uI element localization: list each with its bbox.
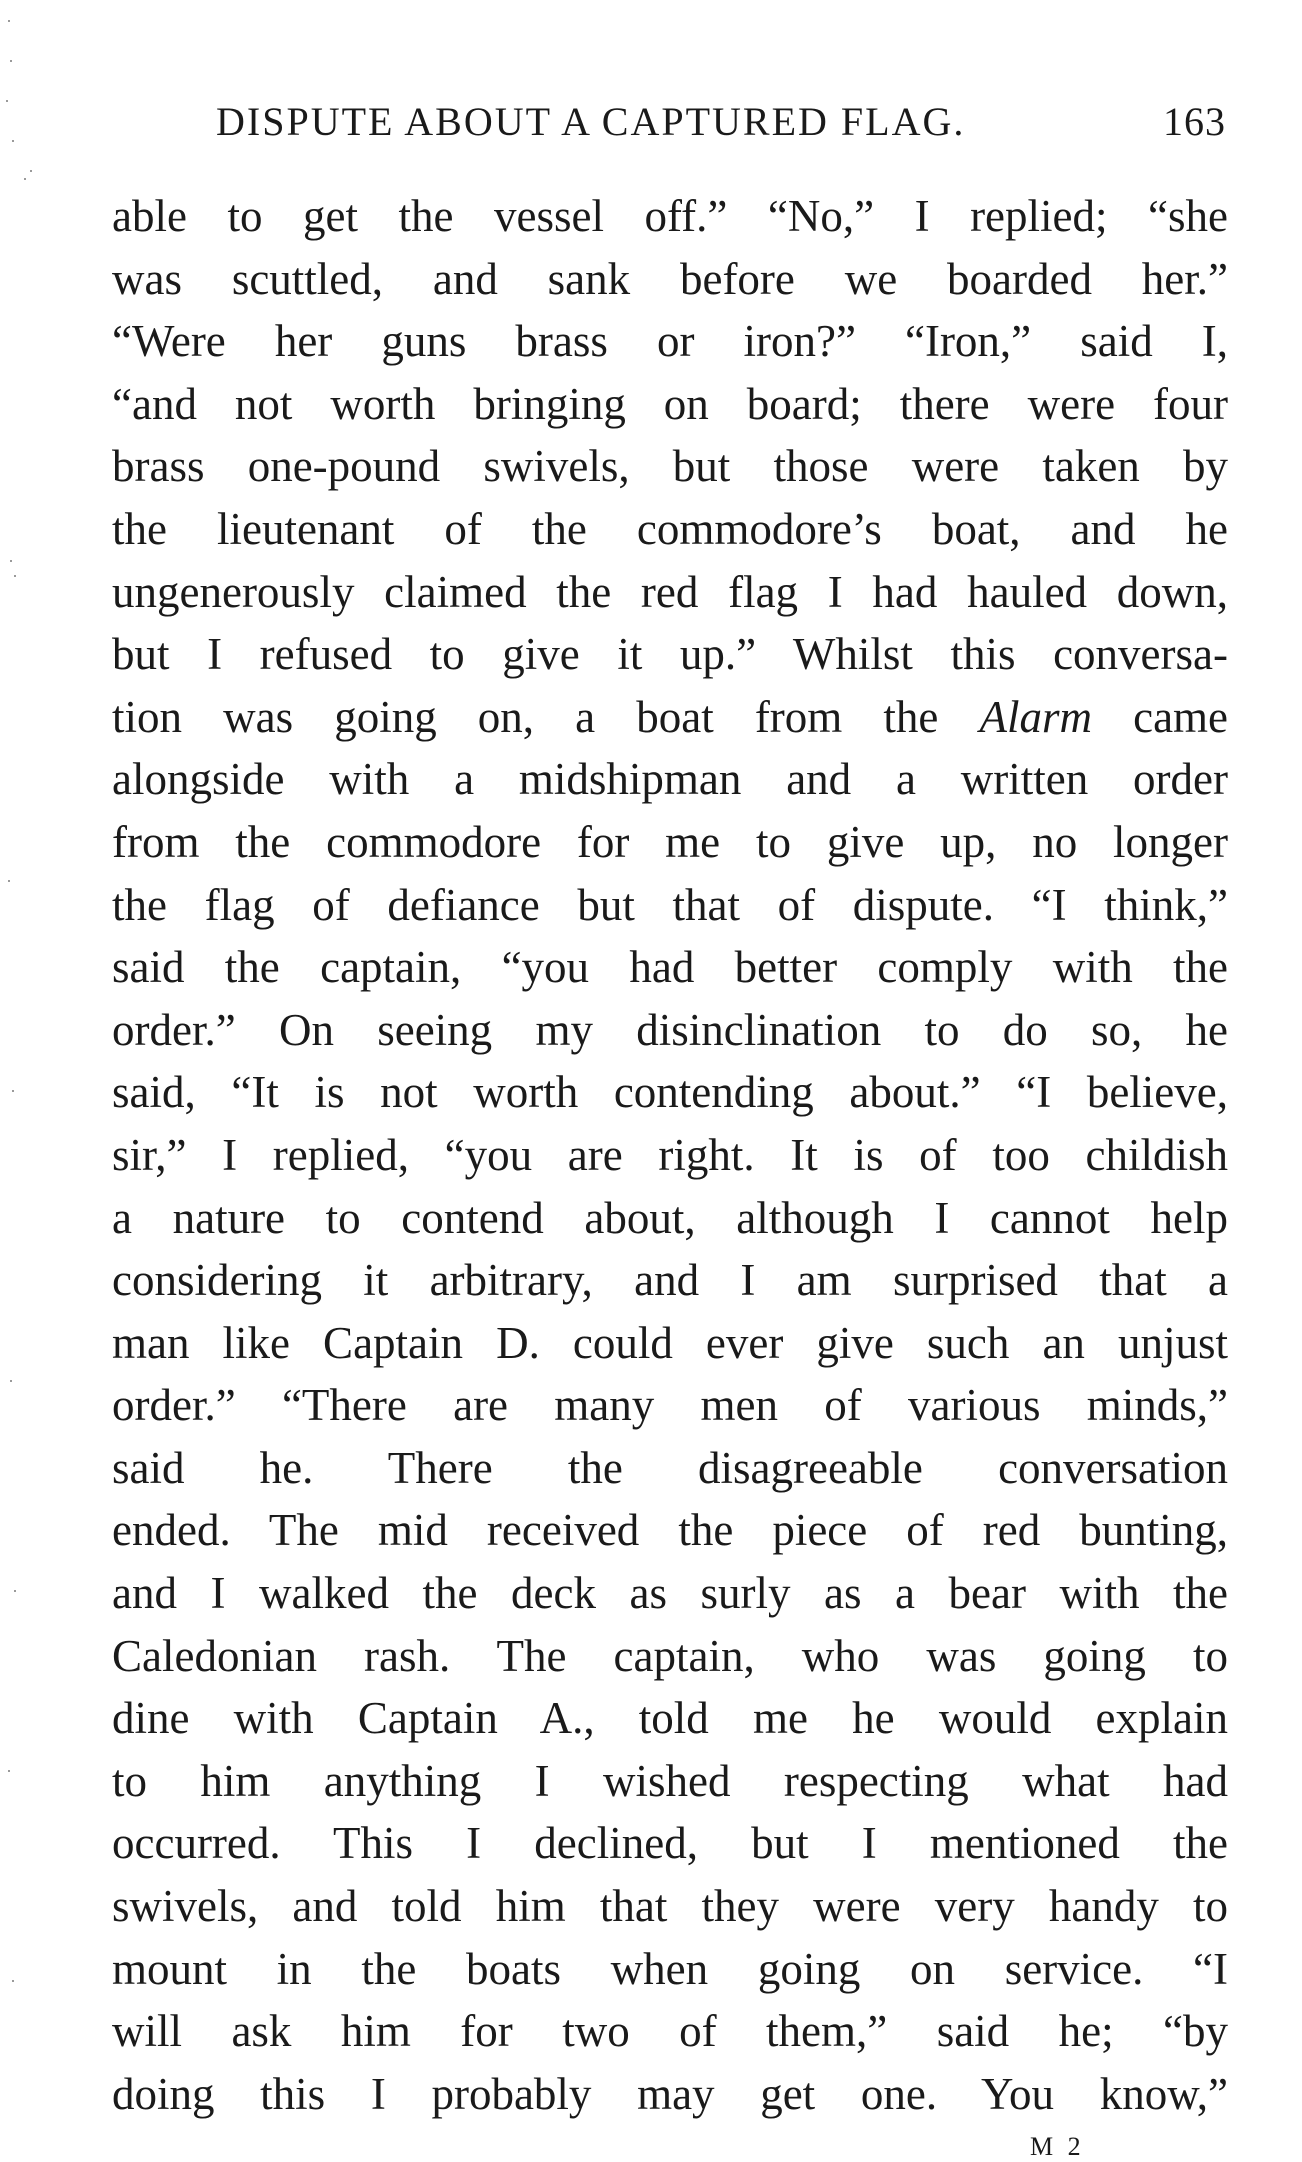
speck bbox=[8, 880, 10, 882]
text-line: ungenerously claimed the red flag I had hauled down, bbox=[112, 566, 1228, 617]
text-line: occurred. This I declined, but I mentioned the bbox=[112, 1818, 1228, 1869]
speck bbox=[10, 1380, 12, 1382]
text-line: doing this I probably may get one. You know,” bbox=[112, 2068, 1228, 2119]
signature-mark: M 2 bbox=[1030, 2132, 1085, 2161]
text-line: swivels, and told him that they were very handy to bbox=[112, 1881, 1228, 1932]
text-line: dine with Captain A., told me he would explain bbox=[112, 1693, 1228, 1744]
text-line: said the captain, “you had better comply with the bbox=[112, 942, 1228, 993]
running-title: DISPUTE ABOUT A CAPTURED FLAG. bbox=[216, 99, 966, 144]
text-line: said he. There the disagreeable conversation bbox=[112, 1442, 1228, 1493]
speck bbox=[10, 560, 12, 562]
text-line: sir,” I replied, “you are right. It is of too childish bbox=[112, 1129, 1228, 1180]
margin-specks bbox=[0, 0, 60, 2160]
text-line: “Were her guns brass or iron?” “Iron,” said I, bbox=[112, 316, 1228, 367]
text-line: alongside with a midshipman and a written order bbox=[112, 754, 1228, 805]
text-line: brass one-pound swivels, but those were taken by bbox=[112, 441, 1228, 492]
text-line: from the commodore for me to give up, no longer bbox=[112, 816, 1228, 867]
text-segment: came bbox=[1133, 691, 1228, 742]
text-line: but I refused to give it up.” Whilst this conversa- bbox=[112, 629, 1228, 680]
body-text bbox=[112, 185, 1228, 2125]
text-line: and I walked the deck as surly as a bear with the bbox=[112, 1568, 1228, 1619]
text-line: man like Captain D. could ever give such an unjust bbox=[112, 1317, 1228, 1368]
text-line: considering it arbitrary, and I am surprised that a bbox=[112, 1255, 1228, 1306]
speck bbox=[30, 170, 32, 172]
speck bbox=[6, 100, 8, 102]
speck bbox=[12, 1980, 14, 1982]
text-line: the flag of defiance but that of dispute. “I think,” bbox=[112, 879, 1228, 930]
speck bbox=[12, 140, 14, 142]
text-line: order.” “There are many men of various minds,” bbox=[112, 1380, 1228, 1431]
text-line: a nature to contend about, although I cannot help bbox=[112, 1192, 1228, 1243]
ship-name-italic: Alarm bbox=[979, 691, 1092, 742]
text-line: will ask him for two of them,” said he; “by bbox=[112, 2006, 1228, 2057]
page-number: 163 bbox=[1163, 99, 1226, 144]
text-line: ended. The mid received the piece of red bunting, bbox=[112, 1505, 1228, 1556]
text-line: to him anything I wished respecting what had bbox=[112, 1755, 1228, 1806]
speck bbox=[14, 575, 16, 577]
speck bbox=[10, 60, 12, 62]
text-line: mount in the boats when going on service. “I bbox=[112, 1943, 1228, 1994]
text-line: order.” On seeing my disinclination to do so, he bbox=[112, 1004, 1228, 1055]
speck bbox=[14, 1590, 16, 1592]
text-line: the lieutenant of the commodore’s boat, and he bbox=[112, 503, 1228, 554]
text-line: “and not worth bringing on board; there were four bbox=[112, 378, 1228, 429]
text-line: Caledonian rash. The captain, who was going to bbox=[112, 1630, 1228, 1681]
speck bbox=[8, 20, 10, 22]
text-segment: tion was going on, a boat from the bbox=[112, 691, 939, 742]
text-line: said, “It is not worth contending about.” “I believe, bbox=[112, 1067, 1228, 1118]
running-header bbox=[216, 92, 1226, 152]
text-line: able to get the vessel off.” “No,” I replied; “she bbox=[112, 191, 1228, 241]
speck bbox=[24, 178, 26, 180]
text-line: was scuttled, and sank before we boarded her.” bbox=[112, 253, 1228, 304]
speck bbox=[12, 1090, 14, 1092]
text-line bbox=[112, 686, 1228, 749]
speck bbox=[8, 1770, 10, 1772]
